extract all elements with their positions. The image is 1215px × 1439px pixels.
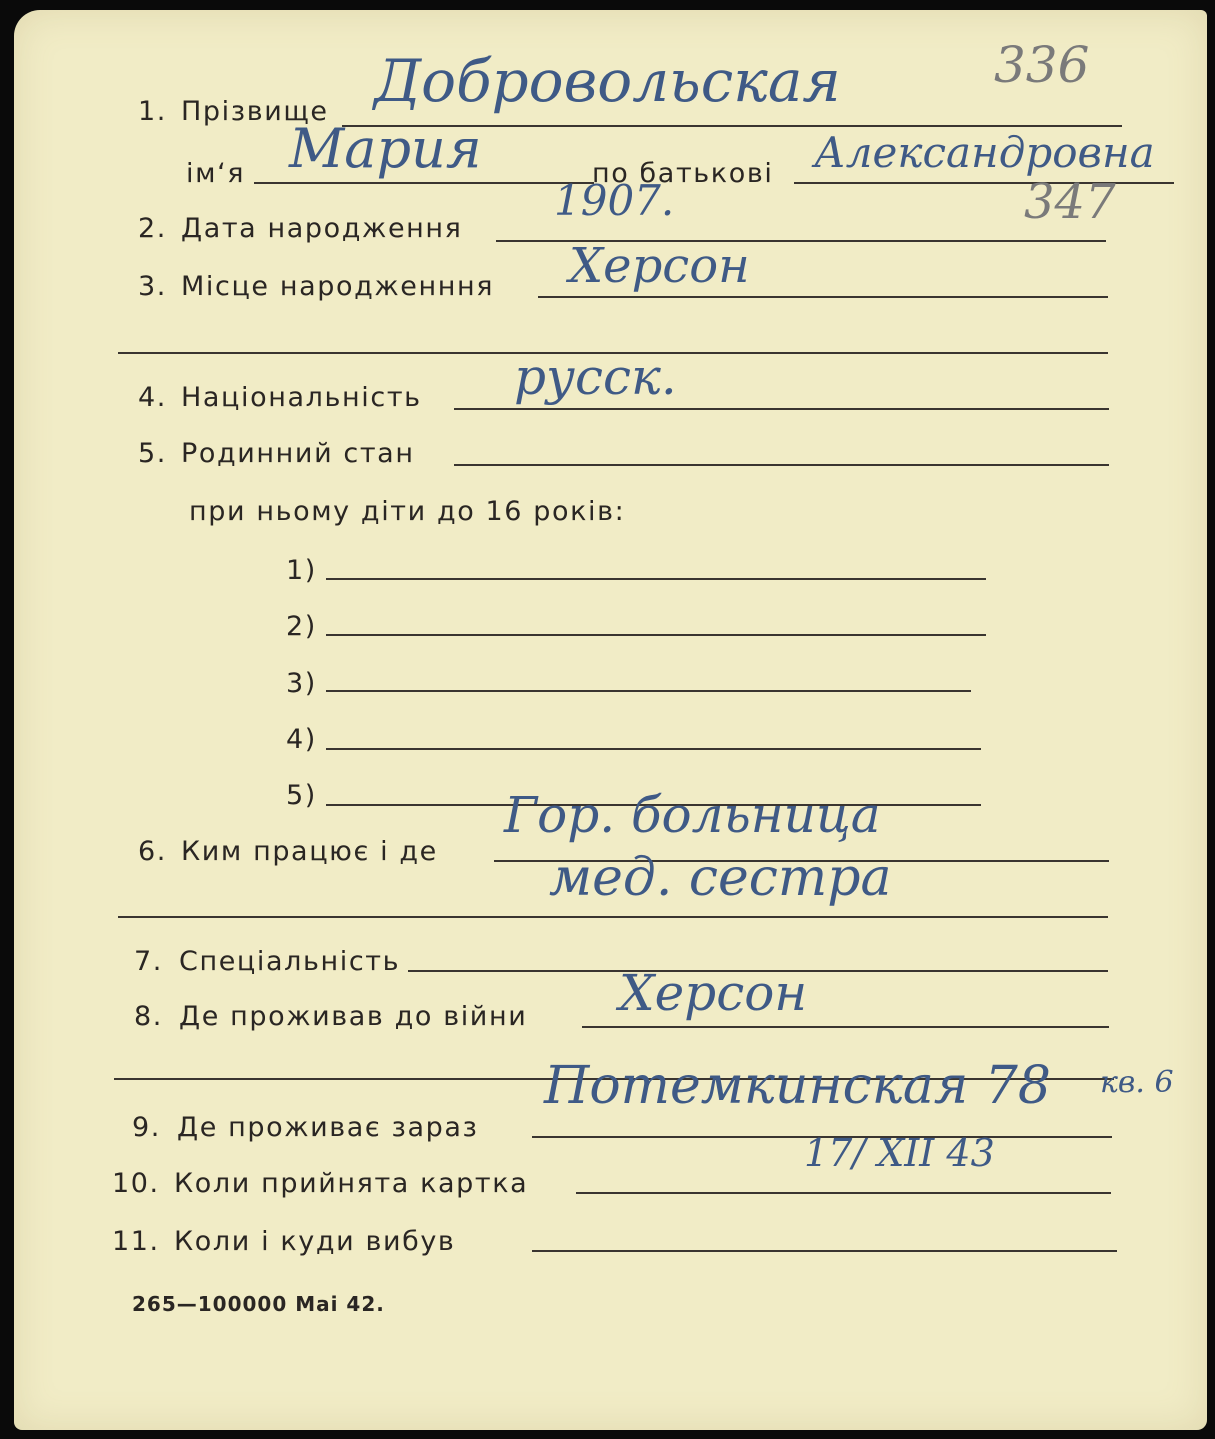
first-name-handwriting: Мария bbox=[289, 117, 482, 180]
field-11-number: 11. bbox=[112, 1226, 160, 1257]
registration-card bbox=[14, 10, 1207, 1430]
birth-year-handwriting: 1907. bbox=[554, 176, 675, 225]
field-1-number: 1. bbox=[138, 96, 167, 127]
pencil-number-top: 336 bbox=[994, 36, 1090, 94]
field-5-label: Родинний стан bbox=[181, 438, 415, 469]
birth-place-handwriting: Херсон bbox=[569, 238, 750, 294]
field-4-label: Національність bbox=[181, 382, 422, 413]
child-3-line bbox=[326, 690, 971, 692]
child-5-label: 5) bbox=[286, 780, 317, 811]
field-9-label: Де проживає зараз bbox=[177, 1112, 479, 1143]
prewar-residence-handwriting: Херсон bbox=[619, 964, 808, 1022]
field-8-number: 8. bbox=[134, 1001, 163, 1032]
field-11-label: Коли і куди вибув bbox=[174, 1226, 456, 1257]
field-6-label: Ким працює і де bbox=[181, 836, 438, 867]
child-4-line bbox=[326, 748, 981, 750]
child-2-label: 2) bbox=[286, 611, 317, 642]
nationality-line bbox=[454, 408, 1109, 410]
surname-handwriting: Добровольская bbox=[374, 47, 841, 115]
card-date-handwriting: 17/ XII 43 bbox=[804, 1131, 995, 1175]
prewar-residence-line bbox=[582, 1026, 1109, 1028]
departure-line bbox=[532, 1250, 1117, 1252]
field-6-number: 6. bbox=[138, 836, 167, 867]
field-8-label: Де проживав до війни bbox=[179, 1001, 528, 1032]
child-4-label: 4) bbox=[286, 724, 317, 755]
patronymic-label: по батькові bbox=[592, 158, 774, 189]
field-9-number: 9. bbox=[132, 1112, 161, 1143]
field-5-number: 5. bbox=[138, 438, 167, 469]
work-extra-line bbox=[118, 916, 1108, 918]
patronymic-handwriting: Александровна bbox=[814, 128, 1155, 177]
field-10-label: Коли прийнята картка bbox=[174, 1168, 529, 1199]
field-7-label: Спеціальність bbox=[179, 946, 401, 977]
field-10-number: 10. bbox=[112, 1168, 160, 1199]
field-3-number: 3. bbox=[138, 271, 167, 302]
nationality-handwriting: русск. bbox=[514, 348, 677, 406]
child-1-line bbox=[326, 578, 986, 580]
children-label: при ньому діти до 16 років: bbox=[189, 496, 626, 527]
name-label: ім‘я bbox=[186, 158, 246, 189]
field-1-label: Прізвище bbox=[181, 96, 329, 127]
patronymic-line bbox=[794, 182, 1174, 184]
work-role-handwriting: мед. сестра bbox=[549, 848, 892, 908]
name-line bbox=[254, 182, 594, 184]
apartment-handwriting: кв. 6 bbox=[1100, 1065, 1174, 1100]
child-1-label: 1) bbox=[286, 555, 317, 586]
field-2-label: Дата народження bbox=[181, 213, 463, 244]
child-3-label: 3) bbox=[286, 668, 317, 699]
field-2-number: 2. bbox=[138, 213, 167, 244]
card-accepted-line bbox=[576, 1192, 1111, 1194]
work-place-handwriting: Гор. больница bbox=[504, 786, 881, 844]
birth-place-line bbox=[538, 296, 1108, 298]
field-7-number: 7. bbox=[134, 946, 163, 977]
field-3-label: Місце народженння bbox=[181, 271, 495, 302]
child-2-line bbox=[326, 634, 986, 636]
pencil-number-mid: 347 bbox=[1024, 174, 1116, 230]
current-address-handwriting: Потемкинская 78 bbox=[544, 1056, 1051, 1116]
field-4-number: 4. bbox=[138, 382, 167, 413]
print-run-footer: 265—100000 Mai 42. bbox=[132, 1292, 385, 1316]
family-status-line bbox=[454, 464, 1109, 466]
